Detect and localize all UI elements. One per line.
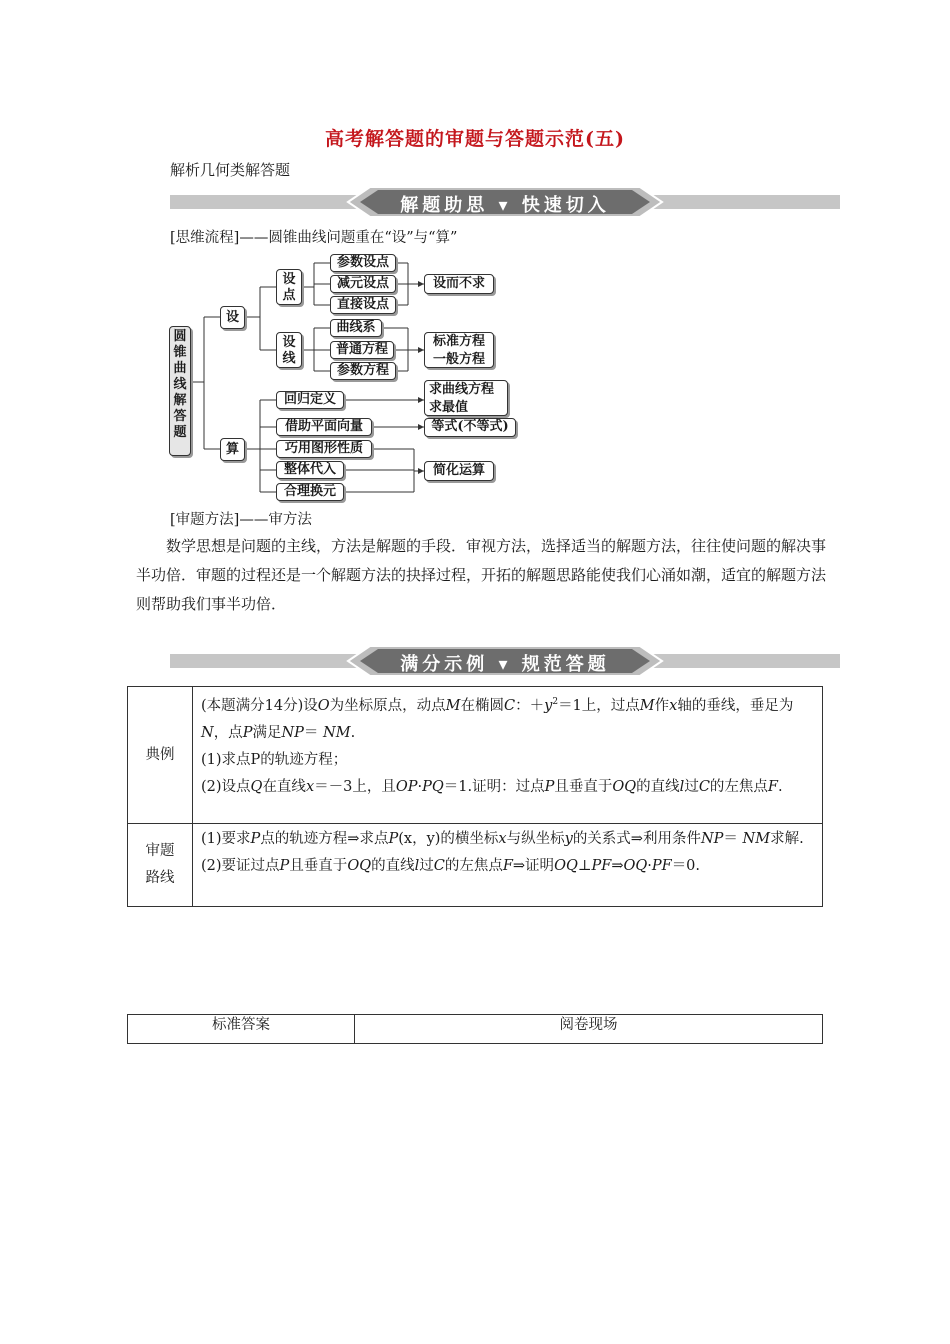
node-biaozhun-fangcheng: 标准方程	[432, 334, 485, 349]
route-head-line: 路线	[145, 870, 175, 886]
root-char: 题	[173, 425, 187, 440]
example-content	[193, 687, 823, 824]
node-char: 线	[282, 351, 296, 366]
node-yiban-fangcheng: 一般方程	[432, 352, 485, 367]
answer-header-row	[128, 1015, 823, 1044]
banner-text: 解题助思 ▾ 快速切入	[400, 195, 610, 216]
answer-col-standard: 标准答案	[128, 1015, 355, 1044]
node-quxianxi: 曲线系	[330, 319, 382, 337]
node-shexian	[276, 332, 302, 368]
method-label: [审题方法]——审方法	[170, 512, 312, 528]
node-char: 点	[282, 288, 296, 303]
example-stem: (本题满分14分)设O为坐标原点，动点M在椭圆C：$+y^2=1$上，过点M作x轴的垂线，垂足为N，点P满足NP＝ NM.	[201, 697, 794, 741]
node-she-er-buqiu: 设而不求	[424, 274, 494, 294]
node-zhijie-shedian: 直接设点	[330, 296, 396, 314]
route-step-2: (2)要证过点P且垂直于OQ的直线l过C的左焦点F⇒证明OQ⊥PF⇒OQ·PF＝0.	[201, 858, 701, 874]
node-heli-huanyuan: 合理换元	[276, 483, 344, 501]
route-content	[193, 824, 823, 907]
node-jiezhu-xiangliang: 借助平面向量	[276, 418, 372, 436]
route-head-line: 审题	[145, 843, 175, 859]
example-question-1: (1)求点P的轨迹方程；	[201, 751, 348, 768]
node-qiu-fangcheng: 求曲线方程	[429, 382, 495, 397]
page-subtitle: 解析几何类解答题	[170, 161, 291, 179]
root-node	[169, 326, 191, 456]
node-canshu-fangcheng: 参数方程	[330, 362, 396, 380]
banner-text: 满分示例 ▾ 规范答题	[400, 654, 610, 675]
route-head	[128, 824, 193, 907]
example-table	[127, 686, 823, 907]
route-step-1: (1)要求P点的轨迹方程⇒求点P(x，y)的横坐标x与纵坐标y的关系式⇒利用条件NP＝ NM求解.	[201, 831, 804, 847]
root-char: 解	[173, 393, 187, 408]
root-char: 线	[173, 377, 187, 392]
node-shedian	[276, 269, 302, 305]
thinking-flow-label: [思维流程]——圆锥曲线问题重在“设”与“算”	[170, 230, 458, 246]
node-putong-fangcheng: 普通方程	[330, 341, 394, 359]
method-paragraph: 数学思想是问题的主线，方法是解题的手段．审视方法，选择适当的解题方法，往往使问题的解决事半功倍．审题的过程还是一个解题方法的抉择过程，开拓的解题思路能使我们心涌如潮，适宜的解题方法则帮助我们事半功倍．	[136, 537, 827, 613]
node-fangcheng-pair	[424, 332, 494, 368]
page-title: 高考解答题的审题与答题示范(五)	[325, 128, 625, 150]
node-char: 设	[282, 272, 296, 287]
example-question-2: (2)设点Q在直线x＝－3上，且OP·PQ＝1.证明：过点P且垂直于OQ的直线l过C的左焦点F.	[201, 778, 783, 795]
node-qiu-pair	[424, 380, 508, 416]
node-canshu-shedian: 参数设点	[330, 254, 396, 272]
answer-col-grading: 阅卷现场	[355, 1015, 823, 1044]
root-char: 圆	[173, 329, 187, 344]
node-jianyuan-shedian: 减元设点	[330, 275, 396, 293]
section-banner-2	[170, 644, 840, 678]
root-char: 曲	[173, 361, 187, 376]
example-row	[128, 687, 823, 824]
flowchart	[168, 252, 528, 502]
node-huigui-dingyi: 回归定义	[276, 391, 344, 409]
section-banner-1	[170, 185, 840, 219]
node-zhengti-dairu: 整体代入	[276, 461, 344, 479]
route-row	[128, 824, 823, 907]
node-qiaoyong-tuxing: 巧用图形性质	[276, 440, 372, 458]
node-suan: 算	[220, 438, 245, 461]
node-jianhua-yunsuan: 简化运算	[424, 461, 494, 481]
node-she: 设	[220, 306, 245, 329]
root-char: 锥	[173, 345, 187, 360]
node-qiu-zuizhi: 求最值	[429, 400, 469, 415]
node-dengshi: 等式(不等式)	[424, 418, 516, 437]
root-char: 答	[173, 409, 187, 424]
example-head: 典例	[128, 687, 193, 824]
node-char: 设	[282, 335, 296, 350]
answer-table	[127, 1014, 823, 1044]
